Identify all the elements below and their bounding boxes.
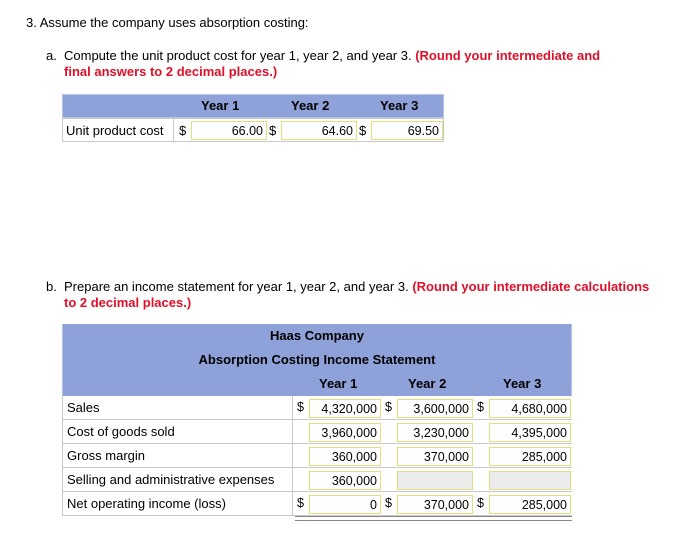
statement-title: Absorption Costing Income Statement	[62, 348, 572, 372]
gross-margin-year-3-input[interactable]: 285,000	[489, 447, 571, 466]
currency-sign: $	[179, 123, 187, 138]
net-income-year-2-input[interactable]: 370,000	[397, 495, 473, 514]
selling-admin-year-3-input[interactable]	[489, 471, 571, 490]
currency-sign: $	[297, 400, 304, 414]
statement-row-sales	[62, 396, 572, 420]
unit-cost-year-1-input[interactable]: 66.00	[191, 121, 267, 140]
gross-margin-year-2-input[interactable]: 370,000	[397, 447, 473, 466]
double-underline	[295, 516, 572, 521]
sales-year-3-input[interactable]: 4,680,000	[489, 399, 571, 418]
row-label: Gross margin	[67, 448, 146, 463]
header-year-1: Year 1	[201, 98, 240, 113]
net-income-year-3-input[interactable]: 285,000	[489, 495, 571, 514]
statement-row-selling-admin	[62, 468, 572, 492]
unit-cost-row	[62, 118, 444, 142]
statement-company-name: Haas Company	[62, 324, 572, 348]
cogs-year-3-input[interactable]: 4,395,000	[489, 423, 571, 442]
statement-column-headers	[62, 372, 572, 396]
statement-row-net-operating-income	[62, 492, 572, 516]
part-b-instruction-1: (Round your intermediate calculations	[412, 279, 650, 294]
part-b-prompt	[46, 279, 668, 311]
currency-sign: $	[385, 400, 392, 414]
currency-sign: $	[477, 400, 484, 414]
unit-cost-table-header	[62, 94, 444, 118]
part-a-instruction-1: (Round your intermediate and	[415, 48, 601, 63]
sales-year-1-input[interactable]: 4,320,000	[309, 399, 381, 418]
header-year-1: Year 1	[319, 376, 358, 391]
header-year-2: Year 2	[408, 376, 447, 391]
question-title: 3. Assume the company uses absorption costing:	[26, 15, 309, 30]
currency-sign: $	[477, 496, 484, 510]
header-year-3: Year 3	[503, 376, 542, 391]
part-b-instruction-2: to 2 decimal places.)	[64, 295, 192, 310]
net-income-year-1-input[interactable]: 0	[309, 495, 381, 514]
unit-cost-year-3-input[interactable]: 69.50	[371, 121, 443, 140]
row-label: Sales	[67, 400, 100, 415]
currency-sign: $	[297, 496, 304, 510]
part-b-text: Prepare an income statement for year 1, year 2, and year 3.	[64, 279, 409, 294]
currency-sign: $	[385, 496, 392, 510]
cogs-year-1-input[interactable]: 3,960,000	[309, 423, 381, 442]
unit-cost-year-2-input[interactable]: 64.60	[281, 121, 357, 140]
currency-sign: $	[269, 123, 277, 138]
currency-sign: $	[359, 123, 367, 138]
row-label: Net operating income (loss)	[67, 496, 226, 511]
row-label: Selling and administrative expenses	[67, 472, 275, 487]
selling-admin-year-1-input[interactable]: 360,000	[309, 471, 381, 490]
cogs-year-2-input[interactable]: 3,230,000	[397, 423, 473, 442]
part-a-instruction-2: final answers to 2 decimal places.)	[64, 64, 278, 79]
header-year-3: Year 3	[380, 98, 419, 113]
header-year-2: Year 2	[291, 98, 330, 113]
part-b-prefix: b.	[46, 279, 57, 294]
row-label: Cost of goods sold	[67, 424, 175, 439]
statement-row-gross-margin	[62, 444, 572, 468]
selling-admin-year-2-input[interactable]	[397, 471, 473, 490]
part-a-prompt	[46, 48, 668, 80]
unit-cost-label: Unit product cost	[66, 123, 164, 138]
statement-row-cogs	[62, 420, 572, 444]
part-a-prefix: a.	[46, 48, 57, 63]
part-a-text: Compute the unit product cost for year 1, year 2, and year 3.	[64, 48, 412, 63]
sales-year-2-input[interactable]: 3,600,000	[397, 399, 473, 418]
gross-margin-year-1-input[interactable]: 360,000	[309, 447, 381, 466]
income-statement-table	[62, 324, 572, 518]
